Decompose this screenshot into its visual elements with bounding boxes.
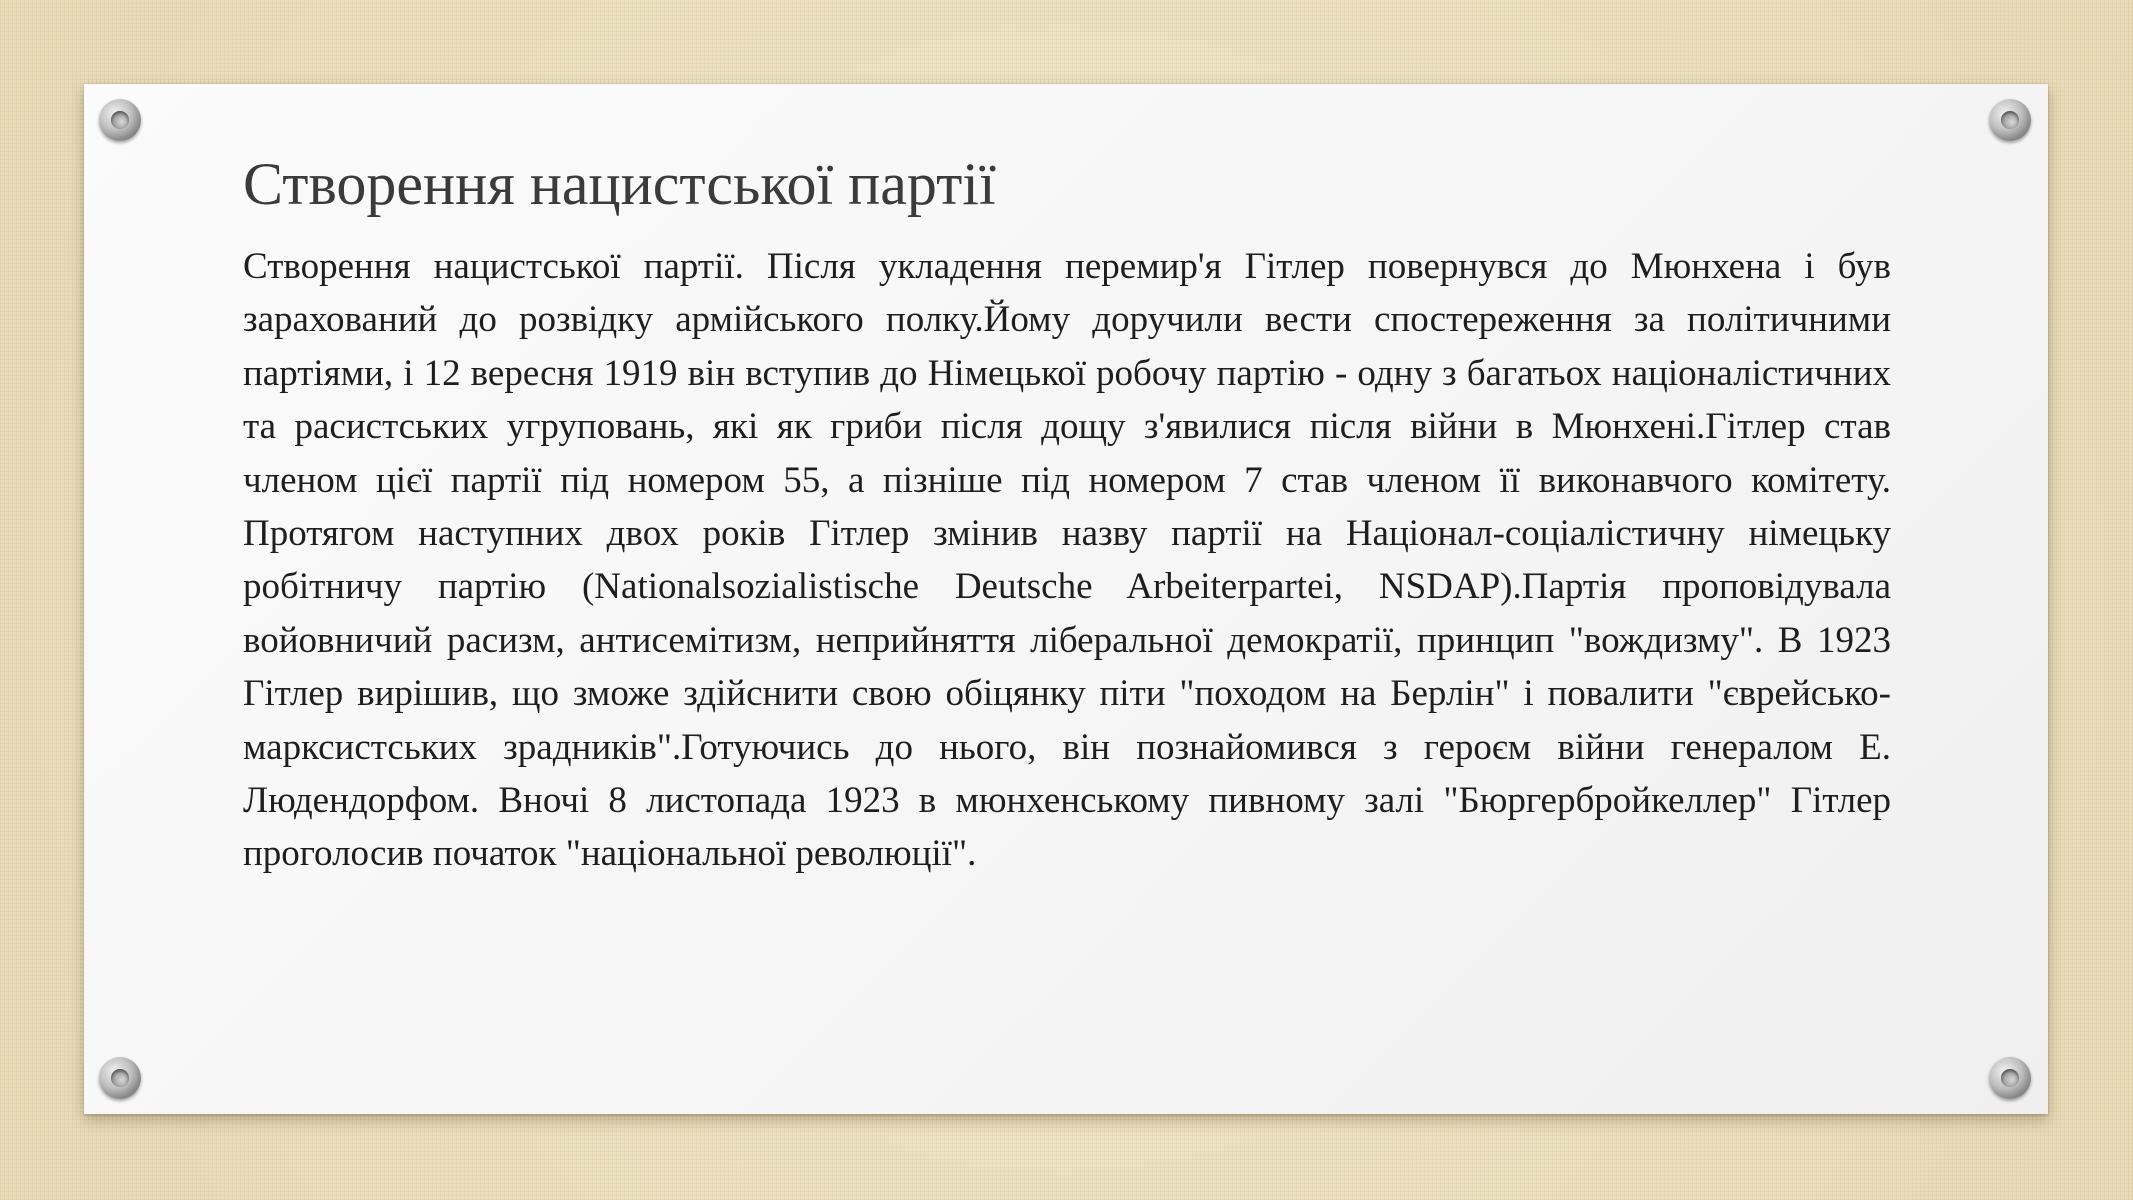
- grommet-icon: [1989, 1057, 2031, 1099]
- grommet-icon: [99, 99, 141, 141]
- slide-body-text: Створення нацистської партії. Після укладення перемир'я Гітлер повернувся до Мюнхена і був зарахований до розвідку армійського полку.Йому доручили вести спостереження за політичними партіями, і 12 вересня 1919 він вступив до Німецької робочу партію - одну з багатьох націоналістичних та расистських угруповань, які як гриби після дощу з'явилися після війни в Мюнхені.Гітлер став членом цієї партії під номером 55, а пізніше під номером 7 став членом її виконавчого комітету. Протягом наступних двох років Гітлер змінив назву партії на Націонал-соціалістичну німецьку робітничу партію (Nationalsozialistische Deutsche Arbeiterpartei, NSDAP).Партія проповідувала войовничий расизм, антисемітизм, неприйняття ліберальної демократії, принцип "вождизму". В 1923 Гітлер вирішив, що зможе здійснити свою обіцянку піти "походом на Берлін" і повалити "єврейсько-марксистських зрадників".Готуючись до нього, він познайомився з героєм війни генералом Е. Людендорфом. Вночі 8 листопада 1923 в мюнхенському пивному залі "Бюргербройкеллер" Гітлер проголосив початок "національної революції".: [243, 246, 1891, 875]
- grommet-icon: [1989, 99, 2031, 141]
- slide-title: Створення нацистської партії: [243, 151, 996, 217]
- grommet-icon: [99, 1057, 141, 1099]
